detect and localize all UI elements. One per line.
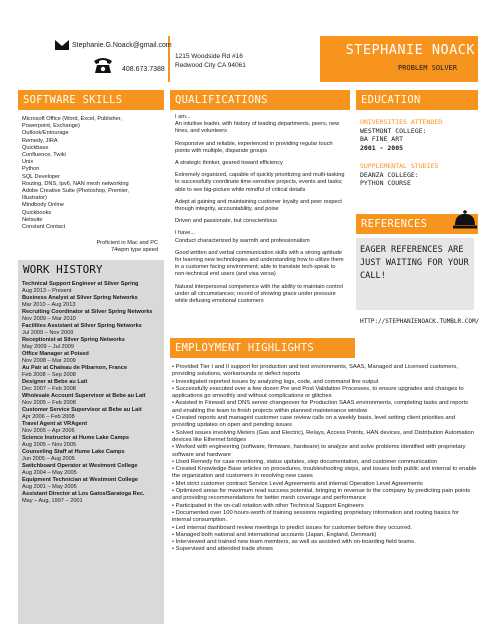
software-skills-list [22, 116, 162, 231]
job-title: Facilities Assistant at Silver Spring Networks [22, 323, 142, 329]
employment-highlight: • Documented over 100 hours-worth of training sessions regarding proprietary information and routing basics for internal consumption. [172, 509, 459, 524]
employment-highlight: • Worked with engineering (software, firmware, hardware) to analyze and solve problems identified with proprietary software and hardware [172, 444, 466, 458]
software-skill: Confluence, Twiki [22, 152, 66, 159]
work-history-item [22, 435, 162, 449]
email-link[interactable]: Stephanie.G.Noack@gmail.com [72, 42, 172, 49]
job-dates: Aug 2001 – May 2005 [22, 484, 77, 490]
employment-highlight: • Solved issues involving Meters (Gas and Electric), Relays, Access Points, HAN devices, and Distribution Automation devices like Ethernet bridges [172, 429, 474, 443]
employment-highlight: • Optimized areas for maximum read success potential, bringing in revenue to the company by predicting pain points and providing recommendations for better mesh coverage and performance [172, 488, 471, 502]
phone-icon [92, 55, 114, 75]
education-sub-supplemental: SUPPLEMENTAL STUDIES [360, 162, 439, 170]
software-skill: Quickbooks [22, 209, 52, 216]
software-skill: SQL Developer [22, 173, 61, 180]
job-dates: Apr 2006 – Feb 2008 [22, 414, 75, 420]
qualification-item: Responsive and reliable, experienced in providing regular touch points with multiple, disparate groups [175, 140, 333, 154]
job-title: Switchboard Operator at Westmont College [22, 463, 138, 469]
job-dates: Nov 2005 – Feb 2008 [22, 400, 76, 406]
service-bell-icon [452, 208, 478, 230]
job-dates: May – Aug, 1997 – 2001 [22, 498, 83, 504]
education-sub-universities: UNIVERSITIES ATTENDED [360, 118, 443, 126]
qualification-item: Extremely organized, capable of quickly prioritizing and multi-tasking to successfully coordinate time-sensitive projects, events and tasks; able to see big-picture while mindful of critical details [175, 172, 345, 193]
envelope-icon [55, 40, 69, 50]
work-history-item [22, 281, 162, 295]
employment-highlight: • Led internal dashboard review meetings to predict issues for customer before they occurred. [172, 524, 413, 531]
job-title: Wholesale Account Supervisor at Bebe au Lait [22, 393, 146, 399]
job-dates: Mar 2010 – Aug 2013 [22, 302, 76, 308]
education-school-2: DEANZA COLLEGE: [360, 170, 419, 179]
software-skill: Unix [22, 159, 34, 166]
software-skill: Routing, DNS, Ipv6, NAN mesh networking [22, 180, 129, 187]
address-line-1: 1215 Woodside Rd #16 [175, 53, 243, 60]
software-skill: Adobe Creative Suite (Photoshop, Premier, [22, 188, 129, 195]
software-skill: Constant Contact [22, 224, 66, 231]
job-dates: May 2009 – Jul 2009 [22, 344, 74, 350]
qualifications-heading: QUALIFICATIONS [170, 90, 350, 110]
job-title: Recruiting Coordinator at Silver Spring Networks [22, 309, 153, 315]
work-history-item [22, 351, 162, 365]
education-school-1: WESTMONT COLLEGE: [360, 126, 427, 135]
education-block [360, 118, 478, 188]
employment-highlight: • Used Remedy for case monitoring, status updates, step documentation, and customer communication [172, 458, 437, 465]
work-history-item [22, 477, 162, 491]
employment-highlight: • Interviewed and trained new team members, as well as assisted with on-boarding field teams. [172, 539, 416, 546]
qualification-item: Good written and verbal communication skills with a strong aptitude for learning new technologies and understanding how to utilize them in a customer facing environment; able to translate tech-speak to non-technical end users (and visa versa) [175, 249, 344, 278]
job-title: Counseling Staff at Hume Lake Camps [22, 449, 125, 455]
software-skill: Quickbase [22, 144, 49, 151]
education-years-1: 2001 - 2005 [360, 143, 404, 152]
employment-highlight: • Investigated reported issues by analyzing logs, code, and command line output [172, 378, 379, 385]
work-history-item [22, 491, 162, 505]
education-degree-2: PYTHON COURSE [360, 179, 411, 187]
job-dates: Nov 2008 – Mar 2009 [22, 358, 76, 364]
references-heading: REFERENCES [356, 214, 478, 234]
job-title: Receptionist at Silver Spring Networks [22, 337, 125, 343]
job-title: Travel Agent at VRAgent [22, 421, 88, 427]
work-history-item [22, 365, 162, 379]
job-title: Office Manager at Poised [22, 351, 89, 357]
software-skill: Netsuite [22, 216, 43, 223]
job-dates: Jul 2009 – Nov 2009 [22, 330, 74, 336]
work-history-list [22, 281, 162, 505]
software-skill: Python [22, 166, 40, 173]
employment-highlight: • Provided Tier I and II support for production and test environments, SAAS, Managed and Licensed customers, providing solutions, workarounds or defect reports [172, 364, 458, 378]
software-skills-heading: SOFTWARE SKILLS [18, 90, 164, 110]
employment-highlight: • Managed both national and international accounts (Japan, England, Denmark) [172, 531, 377, 538]
qualification-item: I have... Conduct characterized by warmth and professionalism [175, 230, 310, 244]
employment-highlight: • Assisted in Firewall and DNS server changeover for Production SAAS environments, completing tasks and reports and enabling the team to finish projects within planned maintenance window [172, 400, 469, 414]
employment-highlight: • Supervised and attended trade shows [172, 546, 273, 553]
employment-highlight: • Created reports and managed customer case review calls on a weekly basis, level setting client priorities and providing updates on open and pending issues [172, 415, 455, 429]
job-dates: Feb 2008 – Sep 2008 [22, 372, 76, 378]
candidate-name: STEPHANIE NOACK [345, 42, 475, 58]
work-history-item [22, 295, 162, 309]
qualification-item: Adept at gaining and maintaining customer loyalty and peer respect through integrity, accountability, and poise [175, 198, 342, 213]
software-skill: Remedy, JIRA [22, 137, 58, 144]
work-history-item [22, 421, 162, 435]
work-history-item [22, 337, 162, 351]
employment-highlight: • Successfully executed over a few dozen Pre and Post Validation Processes, to ensure upgrades and changes to applications go smoothly and without complications or glitches [172, 385, 464, 400]
education-degree-1: BA FINE ART [360, 135, 404, 143]
job-title: Assistant Director at Los Gatos/Saratoga Rec. [22, 491, 145, 497]
address-line-2: Redwood City CA 94061 [175, 62, 246, 69]
job-title: Au Pair at Chateau de Pibarnon, France [22, 365, 128, 371]
software-skill: Microsoft Office (Word, Excel, Publisher, [22, 116, 122, 122]
qualifications-list [175, 114, 347, 310]
employment-highlights-heading: EMPLOYMENT HIGHLIGHTS [170, 338, 355, 358]
address [175, 52, 246, 70]
references-text: EAGER REFERENCES ARE JUST WAITING FOR YOUR CALL! [360, 245, 469, 281]
qualification-item: A strategic thinker, geared toward efficiency [175, 160, 283, 167]
job-dates: Nov 2005 – Apr 2006 [22, 428, 75, 434]
employment-highlight: • Participated in the on-call rotation with other Technical Support Engineers [172, 502, 364, 509]
employment-highlight: • Met strict customer contract Service Level Agreements and internal Operation Level Agreements [172, 480, 423, 487]
work-history-item [22, 393, 162, 407]
job-title: Technical Support Engineer at Silver Spring [22, 281, 139, 287]
job-dates: Aug 2005 – Nov 2005 [22, 442, 77, 448]
employment-highlights-list [172, 364, 477, 554]
job-title: Business Analyst at Silver Spring Networks [22, 295, 138, 301]
software-skills-extra [22, 240, 158, 254]
job-dates: Jun 2005 – Aug 2005 [22, 456, 75, 462]
software-skill: Powerpoint, Exchange) [22, 123, 80, 130]
software-skill: Illustrator) [22, 195, 47, 202]
work-history-heading: WORK HISTORY [18, 260, 164, 280]
software-skill-note: Proficient in Mac and PC [96, 240, 158, 246]
software-skill-note: 74wpm type speed [111, 247, 158, 254]
software-skill: Mindbody Online [22, 202, 64, 209]
work-history-item [22, 379, 162, 393]
qualification-item: Driven and passionate, but conscientious [175, 218, 277, 225]
work-history-item [22, 407, 162, 421]
qualification-item: Natural interpersonal competence with the ability to maintain control under all circumstances; record of showing grace under pressure while defusing emotional customers [175, 283, 343, 305]
work-history-item [22, 309, 162, 323]
job-dates: Dec 2007 – Feb 2008 [22, 386, 76, 392]
job-title: Customer Service Supervisor at Bebe au Lait [22, 407, 142, 413]
candidate-title: PROBLEM SOLVER [397, 64, 457, 72]
work-history-item [22, 449, 162, 463]
work-history-item [22, 463, 162, 477]
employment-highlight: • Created Knowledge Base articles on procedures, troubleshooting steps, and issues both public and internal to enable the organization and customers in resolving new cases [172, 466, 477, 480]
qualification-item: I am... An intuitive leader, with history of leading departments, peers, new hires, and volunteers [175, 114, 340, 135]
work-history-item [22, 323, 162, 337]
job-title: Equipment Technician at Westmont College [22, 477, 139, 483]
portfolio-link[interactable]: HTTP://STEPHANIENOACK.TUMBLR.COM/ [360, 318, 480, 325]
phone-number[interactable]: 408.673.7388 [122, 66, 165, 73]
education-heading: EDUCATION [356, 90, 478, 110]
software-skill: Outlook/Entourage [22, 130, 69, 137]
job-dates: Aug 2004 – May 2005 [22, 470, 77, 476]
job-title: Designer at Bebe au Lait [22, 379, 88, 385]
job-dates: Nov 2009 – Mar 2010 [22, 316, 76, 322]
job-title: Science Instructor at Hume Lake Camps [22, 435, 129, 441]
job-dates: Aug 2013 – Present [22, 288, 72, 294]
